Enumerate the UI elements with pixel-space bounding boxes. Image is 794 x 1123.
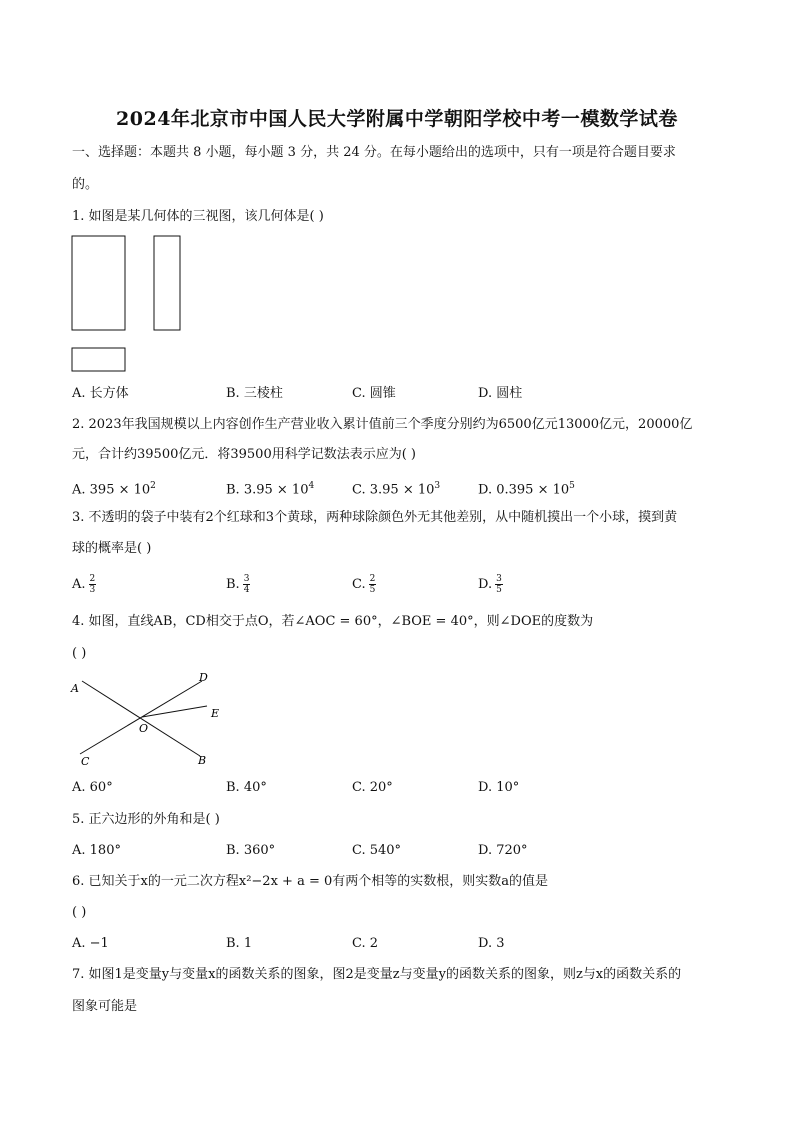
q4-option-a: A. 60° [72,780,113,795]
option-label: D. [478,482,497,498]
q4-option-b: B. 40° [226,780,267,795]
option-exponent: 2 [150,481,156,491]
denominator: 5 [369,585,376,595]
q3-option-d [478,574,503,595]
q6-stem: 6. 已知关于x的一元二次方程x²−2x + a = 0有两个相等的实数根，则实数a的值是 [72,874,548,889]
q5-option-b: B. 360° [226,843,276,858]
q2-stem-line1: 2. 2023年我国规模以上内容创作生产营业收入累计值前三个季度分别约为6500亿元13000亿元，20000亿 [72,417,693,432]
option-label: C. [352,577,366,592]
q3-stem-line2: 球的概率是( ) [72,541,152,556]
option-base: 3.95 × 10 [369,482,435,498]
top-view-rect [72,348,125,371]
option-label: B. [226,482,244,498]
q1-option-b: B. 三棱柱 [226,386,283,401]
option-label: A. [72,577,86,592]
q5-option-a: A. 180° [72,843,121,858]
numerator: 2 [89,574,96,584]
denominator: 3 [89,585,96,595]
option-base: 395 × 10 [89,482,151,498]
q1-option-c: C. 圆锥 [352,386,396,401]
q2-option-a [72,477,156,499]
fraction [89,574,97,595]
q3-option-b [226,574,250,595]
label-c: C [81,755,90,768]
option-exponent: 3 [434,481,441,491]
label-o: O [139,722,149,735]
denominator: 4 [243,585,250,595]
q2-option-c [352,477,440,499]
q5-option-c: C. 540° [352,843,402,858]
side-view-rect [154,236,180,330]
q2-option-d [478,477,575,499]
numerator: 3 [496,574,502,584]
q4-option-c: C. 20° [352,780,393,795]
option-label: C. [352,482,370,498]
q2-stem-line2: 元，合计约39500亿元．将39500用科学记数法表示应为( ) [72,447,416,462]
front-view-rect [72,236,125,330]
q3-option-c [352,574,376,595]
q3-option-a [72,574,96,595]
option-exponent: 4 [308,481,315,491]
option-label: A. [72,482,90,498]
fraction [243,574,251,595]
section-instructions-line2: 的。 [72,177,99,192]
q6-option-a: A. −1 [72,936,109,951]
fraction [369,574,377,595]
label-d: D [199,671,208,684]
q5-stem: 5. 正六边形的外角和是( ) [72,812,220,827]
q6-paren: ( ) [72,905,87,920]
q7-stem-line2: 图象可能是 [72,999,138,1014]
q6-option-b: B. 1 [226,936,253,951]
label-a: A [71,682,79,695]
intersecting-lines-figure [66,668,226,768]
q7-stem-line1: 7. 如图1是变量y与变量x的函数关系的图象，图2是变量z与变量y的函数关系的图象，则z与x的函数关系的 [72,967,682,982]
q2-option-b [226,477,314,499]
option-label: D. [478,577,493,592]
option-base: 3.95 × 10 [243,482,309,498]
option-exponent: 5 [569,481,575,491]
q3-stem-line1: 3. 不透明的袋子中装有2个红球和3个黄球，两种球除颜色外无其他差别，从中随机摸出一个小球，摸到黄 [72,510,678,525]
option-base: 0.395 × 10 [496,482,570,498]
q6-option-c: C. 2 [352,936,379,951]
numerator: 3 [243,574,250,584]
three-view-figure [70,234,185,374]
numerator: 2 [369,574,376,584]
q1-stem: 1. 如图是某几何体的三视图，该几何体是( ) [72,209,324,224]
page-title: 2024年北京市中国人民大学附属中学朝阳学校中考一模数学试卷 [116,108,678,130]
denominator: 5 [496,585,502,595]
fraction [495,574,503,595]
q4-paren: ( ) [72,646,87,661]
q4-option-d: D. 10° [478,780,520,795]
q1-option-d: D. 圆柱 [478,386,523,401]
section-instructions-line1: 一、选择题：本题共 8 小题，每小题 3 分，共 24 分。在每小题给出的选项中，只有一项是符合题目要求 [72,145,676,160]
q5-option-d: D. 720° [478,843,528,858]
q6-option-d: D. 3 [478,936,505,951]
option-label: B. [226,577,240,592]
q4-stem: 4. 如图，直线AB，CD相交于点O，若∠AOC = 60°，∠BOE = 40°，则∠DOE的度数为 [72,614,594,629]
q1-option-a: A. 长方体 [72,386,129,401]
label-e: E [211,707,220,720]
label-b: B [198,754,207,767]
